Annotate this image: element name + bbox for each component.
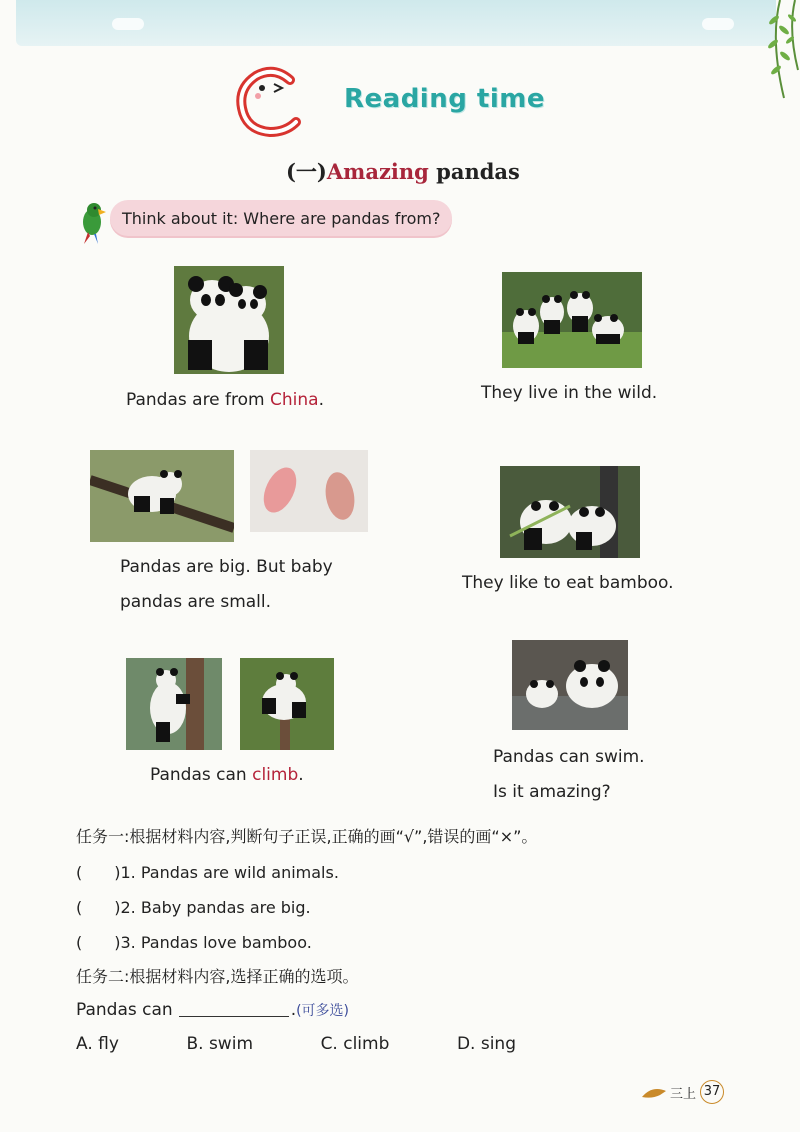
task2-instruction: 任务二:根据材料内容,选择正确的选项。 — [76, 967, 359, 986]
caption-from-china — [126, 390, 324, 410]
caption-wild: They live in the wild. — [481, 383, 658, 403]
caption-big-line1: Pandas are big. But baby — [120, 557, 333, 577]
photo-baby-pandas — [250, 450, 368, 532]
photo-panda-climb-2 — [240, 658, 334, 750]
grade-label: 三上 — [670, 1086, 697, 1102]
task1-item[interactable]: ( )3. Pandas love bamboo. — [76, 933, 312, 952]
section-title-accent: Amazing — [326, 159, 429, 184]
page-footer — [640, 1080, 724, 1104]
caption-swim-line2: Is it amazing? — [493, 782, 611, 802]
option-d[interactable]: D. sing — [456, 1034, 516, 1054]
section-title — [286, 156, 520, 186]
caption-text: Pandas are from — [126, 390, 271, 410]
task1-item[interactable]: ( )1. Pandas are wild animals. — [76, 863, 339, 882]
page-number: 37 — [700, 1080, 724, 1104]
photo-panda-big — [90, 450, 234, 542]
caption-big-line2: pandas are small. — [120, 592, 272, 612]
caption-text: . — [318, 390, 324, 410]
cloud-icon — [702, 18, 734, 30]
caption-text: Pandas can — [150, 765, 253, 785]
question-text: Pandas can — [76, 1000, 173, 1020]
caption-highlight: China — [270, 390, 319, 410]
cloud-icon — [112, 18, 144, 30]
task1-instruction: 任务一:根据材料内容,判断句子正误,正确的画“√”,错误的画“×”。 — [76, 827, 538, 846]
answer-options — [76, 1034, 516, 1054]
option-b[interactable]: B. swim — [186, 1034, 253, 1054]
reading-c-logo — [234, 64, 310, 138]
question-punct: . — [290, 1000, 297, 1020]
caption-highlight: climb — [252, 765, 299, 785]
caption-swim-line1: Pandas can swim. — [493, 747, 645, 767]
option-a[interactable]: A. fly — [76, 1034, 119, 1054]
photo-panda-china — [174, 266, 284, 374]
think-prompt: Think about it: Where are pandas from? — [110, 200, 452, 236]
section-number: (一) — [286, 159, 327, 184]
photo-panda-bamboo — [500, 466, 640, 558]
photo-pandas-wild — [502, 272, 642, 368]
photo-panda-swim — [512, 640, 628, 730]
bird-icon — [640, 1083, 670, 1101]
answer-blank[interactable] — [179, 1016, 289, 1017]
multi-select-hint: (可多选) — [296, 1003, 350, 1019]
caption-climb — [150, 765, 304, 785]
task2-question — [76, 1000, 349, 1020]
photo-panda-climb-1 — [126, 658, 222, 750]
willow-leaves-icon — [740, 0, 800, 100]
task1-item[interactable]: ( )2. Baby pandas are big. — [76, 898, 311, 917]
section-title-rest: pandas — [428, 159, 520, 184]
caption-text: . — [298, 765, 304, 785]
page-title: Reading time — [344, 84, 545, 114]
option-c[interactable]: C. climb — [320, 1034, 390, 1054]
parrot-icon — [76, 200, 108, 244]
caption-bamboo: They like to eat bamboo. — [462, 573, 674, 593]
